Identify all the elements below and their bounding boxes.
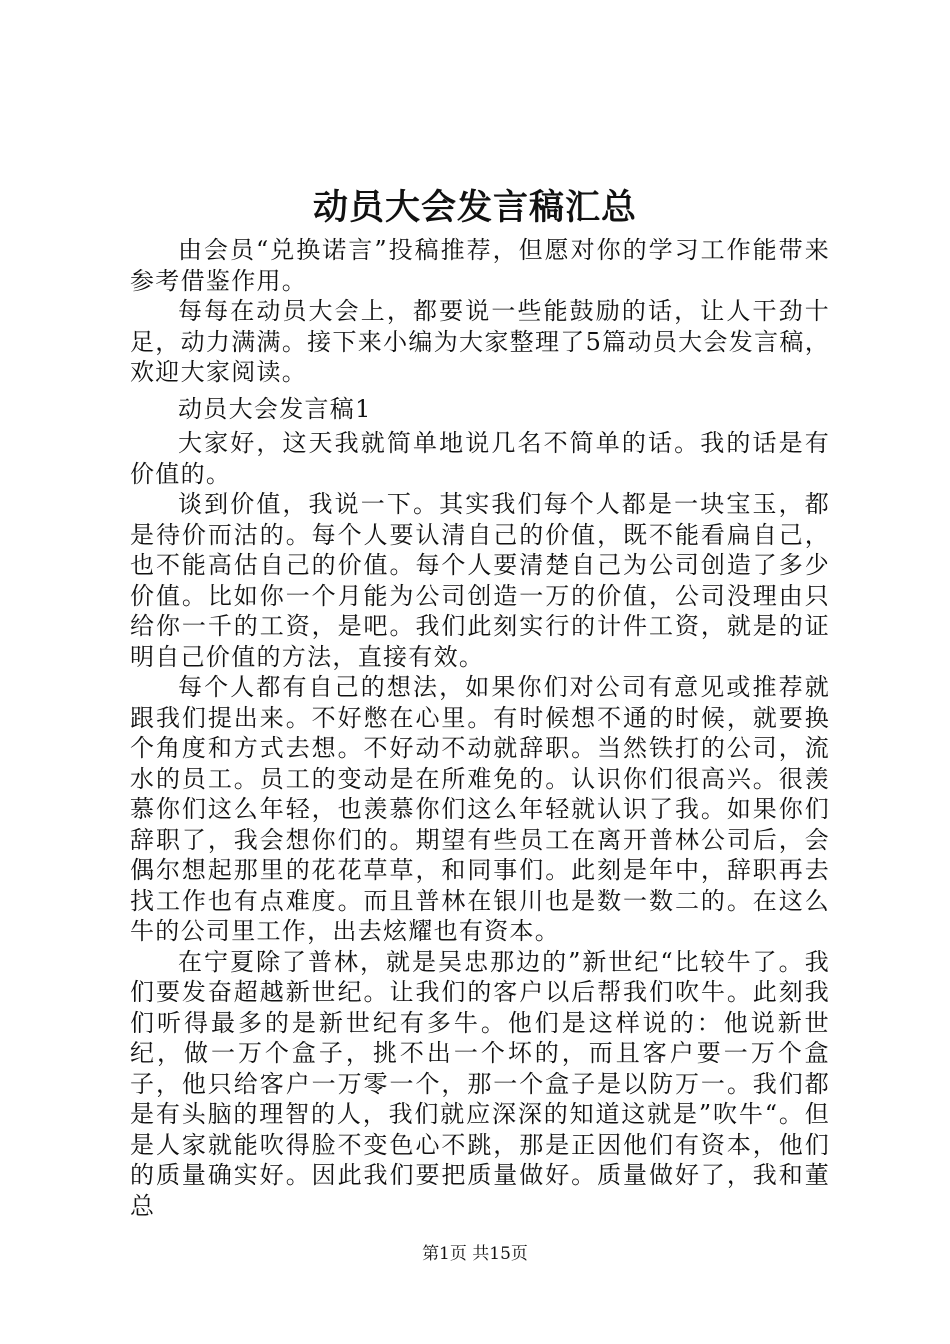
paragraph-summary: 每每在动员大会上，都要说一些能鼓励的话，让人干劲十足，动力满满。接下来小编为大家整理了5篇动员大会发言稿，欢迎大家阅读。 [130, 297, 830, 386]
paragraph-competition: 在宁夏除了普林，就是吴忠那边的”新世纪“比较牛了。我们要发奋超越新世纪。让我们的客户以后帮我们吹牛。此刻我们听得最多的是新世纪有多牛。他们是这样说的：他说新世纪，做一万个盒子，挑不出一个坏的，而且客户要一万个盒子，他只给客户一万零一个，那一个盒子是以防万一。我们都是有头脑的理智的人，我们就应深深的知道这就是”吹牛“。但是人家就能吹得脸不变色心不跳，那是正因他们有资本，他们的质量确实好。因此我们要把质量做好。质量做好了，我和董总 [130, 947, 830, 1220]
paragraph-intro: 由会员“兑换诺言”投稿推荐，但愿对你的学习工作能带来参考借鉴作用。 [130, 236, 830, 295]
paragraph-ideas: 每个人都有自己的想法，如果你们对公司有意见或推荐就跟我们提出来。不好憋在心里。有时候想不通的时候，就要换个角度和方式去想。不好动不动就辞职。当然铁打的公司，流水的员工。员工的变动是在所难免的。认识你们很高兴。很羡慕你们这么年轻，也羡慕你们这么年轻就认识了我。如果你们辞职了，我会想你们的。期望有些员工在离开普林公司后，会偶尔想起那里的花花草草，和同事们。此刻是年中，辞职再去找工作也有点难度。而且普林在银川也是数一数二的。在这么牛的公司里工作，出去炫耀也有资本。 [130, 673, 830, 945]
page-footer: 第1页 共15页 [422, 1244, 528, 1264]
paragraph-value: 谈到价值，我说一下。其实我们每个人都是一块宝玉，都是待价而沽的。每个人要认清自己的价值，既不能看扁自己，也不能高估自己的价值。每个人要清楚自己为公司创造了多少价值。比如你一个月能为公司创造一万的价值，公司没理由只给你一千的工资，是吧。我们此刻实行的计件工资，就是的证明自己价值的方法，直接有效。 [130, 490, 830, 671]
document-body [130, 235, 830, 1221]
document-title: 动员大会发言稿汇总 [312, 187, 637, 228]
section-heading: 动员大会发言稿1 [178, 394, 372, 423]
paragraph-greeting: 大家好，这天我就简单地说几名不简单的话。我的话是有价值的。 [130, 429, 830, 488]
